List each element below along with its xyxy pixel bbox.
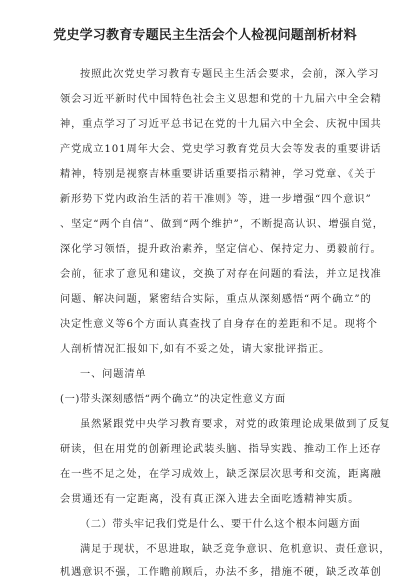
paragraph-line: 在一些不足之处，在学习成效上，缺乏深层次思考和交流，距离融	[60, 469, 382, 480]
paragraph-line: 新形势下党内政治生活的若干准则》等，进一步增强“四个意识”	[60, 194, 372, 205]
paragraph-line: 领会习近平新时代中国特色社会主义思想和党的十九届六中全会精	[60, 94, 382, 105]
paragraph-line: 会贯通还有一定距离，没有真正深入进去全面吃透精神实质。	[60, 494, 360, 505]
paragraph-line: 满足于现状，不思进取，缺乏竞争意识、危机意识、责任意识，	[80, 544, 391, 555]
paragraph-line: 虽然紧跟党中央学习教育要求，对党的政策理论成果做到了反复	[80, 419, 391, 430]
paragraph-line: 神，重点学习了习近平总书记在党的十九届六中全会、庆祝中国共	[60, 119, 382, 130]
paragraph-line: 按照此次党史学习教育专题民主生活会要求，会前，深入学习	[80, 69, 380, 80]
paragraph-line: 精神，特别是视察吉林重要讲话重要指示精神，学习党章、《关于	[60, 169, 377, 180]
subsection-heading: （二）带头牢记我们党是什么、要干什么这个根本问题方面	[80, 519, 361, 530]
paragraph-line: 决定性意义等6个方面认真查找了自身存在的差距和不足。现将个	[60, 319, 378, 330]
document-title: 党史学习教育专题民主生活会个人检视问题剖析材料	[53, 28, 357, 43]
subsection-heading: (一)带头深刻感悟“两个确立”的决定性意义方面	[60, 394, 286, 405]
paragraph-line: 、坚定“两个自信”、做到“两个维护”，不断提高认识、增强自觉，	[60, 219, 384, 230]
paragraph-line: 产党成立101周年大会、党史学习教育党员大会等发表的重要讲话	[60, 144, 382, 155]
paragraph-line: 问题、解决问题，紧密结合实际，重点从深刻感悟“两个确立”的	[60, 294, 372, 305]
paragraph-line: 会前，征求了意见和建议，交换了对存在问题的看法，并立足找准	[60, 269, 382, 280]
paragraph-line: 人剖析情况汇报如下,如有不妥之处，请大家批评指正。	[60, 344, 331, 355]
paragraph-line: 研读，但在用党的创新理论武装头脑、指导实践、推动工作上还存	[60, 444, 382, 455]
paragraph-line: 机遇意识不强，工作瞻前顾后，办法不多，措施不硬，缺乏改革创	[60, 567, 382, 578]
paragraph-line: 深化学习领悟，提升政治素养，坚定信心、保持定力、勇毅前行。	[60, 244, 382, 255]
section-heading: 一、问题清单	[80, 369, 147, 380]
